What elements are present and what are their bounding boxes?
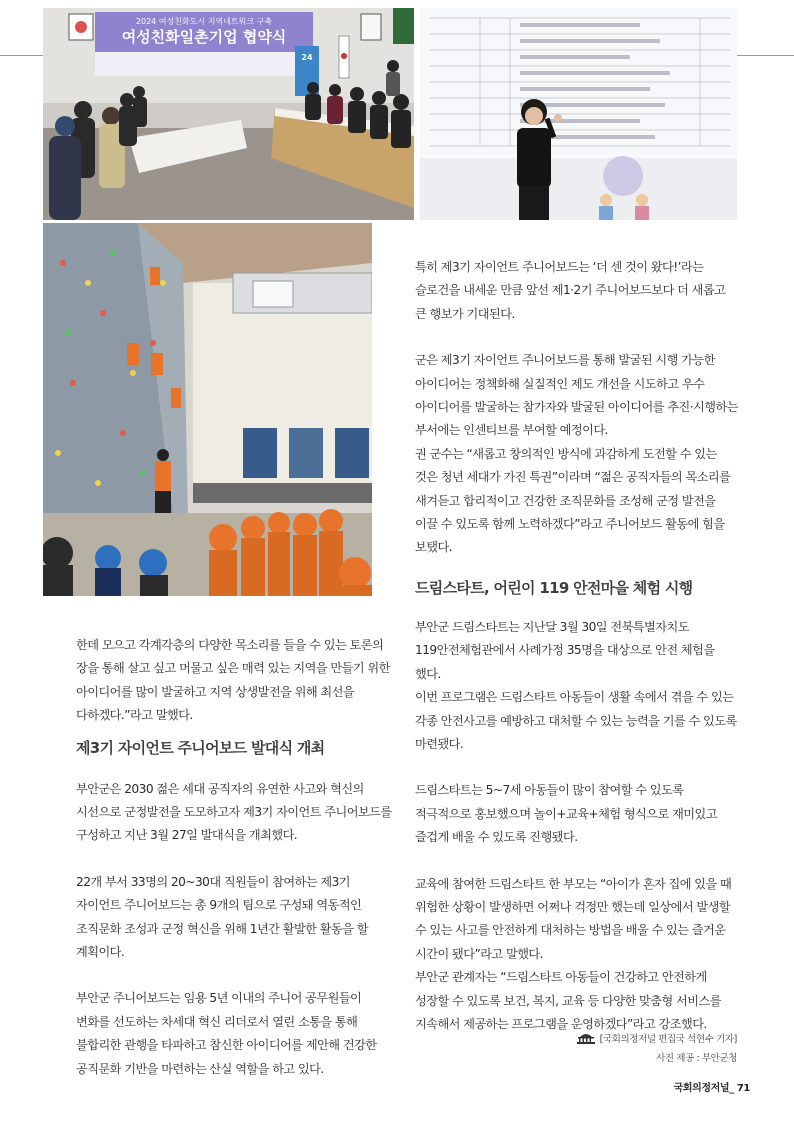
right-paragraph-3: 권 군수는 “새롭고 창의적인 방식에 과감하게 도전할 수 있는 것은 청년 세대가 가진 특권”이라며 “젊은 공직자들의 목소리를 새겨듣고 합리적이고 건강한 조직문화를 조성해 군정 발전을 이끌 수 있도록 함께 노력하겠다”라고 주니어보드 활동에 힘을 보탰다. xyxy=(415,446,731,555)
right-paragraph-6: 드림스타트는 5~7세 아동들이 많이 참여할 수 있도록 적극적으로 홍보했으며 놀이+교육+체험 형식으로 재미있고 즐겁게 배울 수 있도록 진행됐다. xyxy=(415,783,717,845)
page-number: 71 xyxy=(736,1083,750,1094)
right-paragraph-8: 부안군 관계자는 “드림스타트 아동들이 건강하고 안전하게 성장할 수 있도록 보건, 복지, 교육 등 다양한 맞춤형 서비스를 지속해서 제공하는 프로그램을 운영하겠다”라고 강조했다. xyxy=(415,970,721,1031)
right-paragraph-5: 이번 프로그램은 드림스타트 아동들이 생활 속에서 겪을 수 있는 각종 안전사고를 예방하고 대처할 수 있는 능력을 기를 수 있도록 마련됐다. xyxy=(415,690,737,751)
top-rule-left xyxy=(0,55,43,56)
climbing-photo xyxy=(43,223,372,596)
left-paragraph-2: 부안군은 2030 젊은 세대 공직자의 유연한 사고와 혁신의 시선으로 군정발전을 도모하고자 제3기 자이언트 주니어보드를 구성하고 지난 3월 27일 발대식을 개최했다. xyxy=(76,781,392,843)
banner-subtitle: 2024 여성친화도시 지역네트워크 구축 xyxy=(135,17,273,26)
left-column xyxy=(76,634,398,1081)
right-column xyxy=(415,256,738,1036)
left-paragraph-4: 부안군 주니어보드는 임용 5년 이내의 주니어 공무원들이 변화를 선도하는 차세대 혁신 리더로서 열린 소통을 통해 불합리한 관행을 타파하고 참신한 아이디어를 제안해 건강한 공직문화 기반을 마련하는 산실 역할을 하고 있다. xyxy=(76,991,377,1076)
right-paragraph-1: 특히 제3기 자이언트 주니어보드는 ‘더 센 것이 왔다!’라는 슬로건을 내세운 만큼 앞선 제1·2기 주니어보드보다 더 새롭고 큰 행보가 기대된다. xyxy=(415,260,726,321)
right-paragraph-7: 교육에 참여한 드림스타트 한 부모는 “아이가 혼자 집에 있을 때 위험한 상황이 발생하면 어쩌나 걱정만 했는데 일상에서 발생할 수 있는 사고를 안전하게 대처하는 방법을 배울 수 있는 즐거운 시간이 됐다”라고 말했다. xyxy=(415,876,732,961)
section-heading-dreamstart: 드림스타트, 어린이 119 안전마을 체험 시행 xyxy=(415,578,693,597)
right-paragraph-2: 군은 제3기 자이언트 주니어보드를 통해 발굴된 시행 가능한 아이디어는 정책화해 실질적인 제도 개선을 시도하고 우수 아이디어를 발굴하는 참가자와 발굴된 아이디어를 추진·시행하는 부서에는 인센티브를 부여할 예정이다. xyxy=(415,353,738,438)
presentation-photo xyxy=(420,8,737,220)
reporter-name: [국회의정저널 편집국 석현수 기자] xyxy=(599,1034,737,1045)
reporter-byline xyxy=(576,1031,737,1047)
top-rule-right xyxy=(737,55,794,56)
banner-title: 여성친화일촌기업 협약식 xyxy=(121,28,287,46)
assembly-building-icon xyxy=(576,1032,596,1047)
photo-credit: 사진 제공 : 부안군청 xyxy=(656,1053,737,1064)
right-paragraph-4: 부안군 드림스타트는 지난달 3월 30일 전북특별자치도 119안전체험관에서 사례가정 35명을 대상으로 안전 체험을 했다. xyxy=(415,619,715,681)
section-heading-junior-board: 제3기 자이언트 주니어보드 발대식 개최 xyxy=(76,738,325,757)
left-paragraph-1: 한데 모으고 각계각층의 다양한 목소리를 들을 수 있는 토론의 장을 통해 살고 싶고 머물고 싶은 매력 있는 지역을 만들기 위한 아이디어를 많이 발굴하고 지역 상생발전을 위해 최선을 다하겠다.”라고 말했다. xyxy=(76,638,390,723)
page-footer xyxy=(674,1079,750,1094)
left-paragraph-3: 22개 부서 33명의 20~30대 직원들이 참여하는 제3기 자이언트 주니어보드는 총 9개의 팀으로 구성돼 역동적인 조직문화 조성과 군정 혁신을 위해 1년간 활발한 활동을 할 계획이다. xyxy=(76,874,368,960)
sign-number: 24 xyxy=(301,53,313,62)
ceremony-photo xyxy=(43,8,414,220)
magazine-name: 국회의정저널_ xyxy=(673,1083,734,1094)
